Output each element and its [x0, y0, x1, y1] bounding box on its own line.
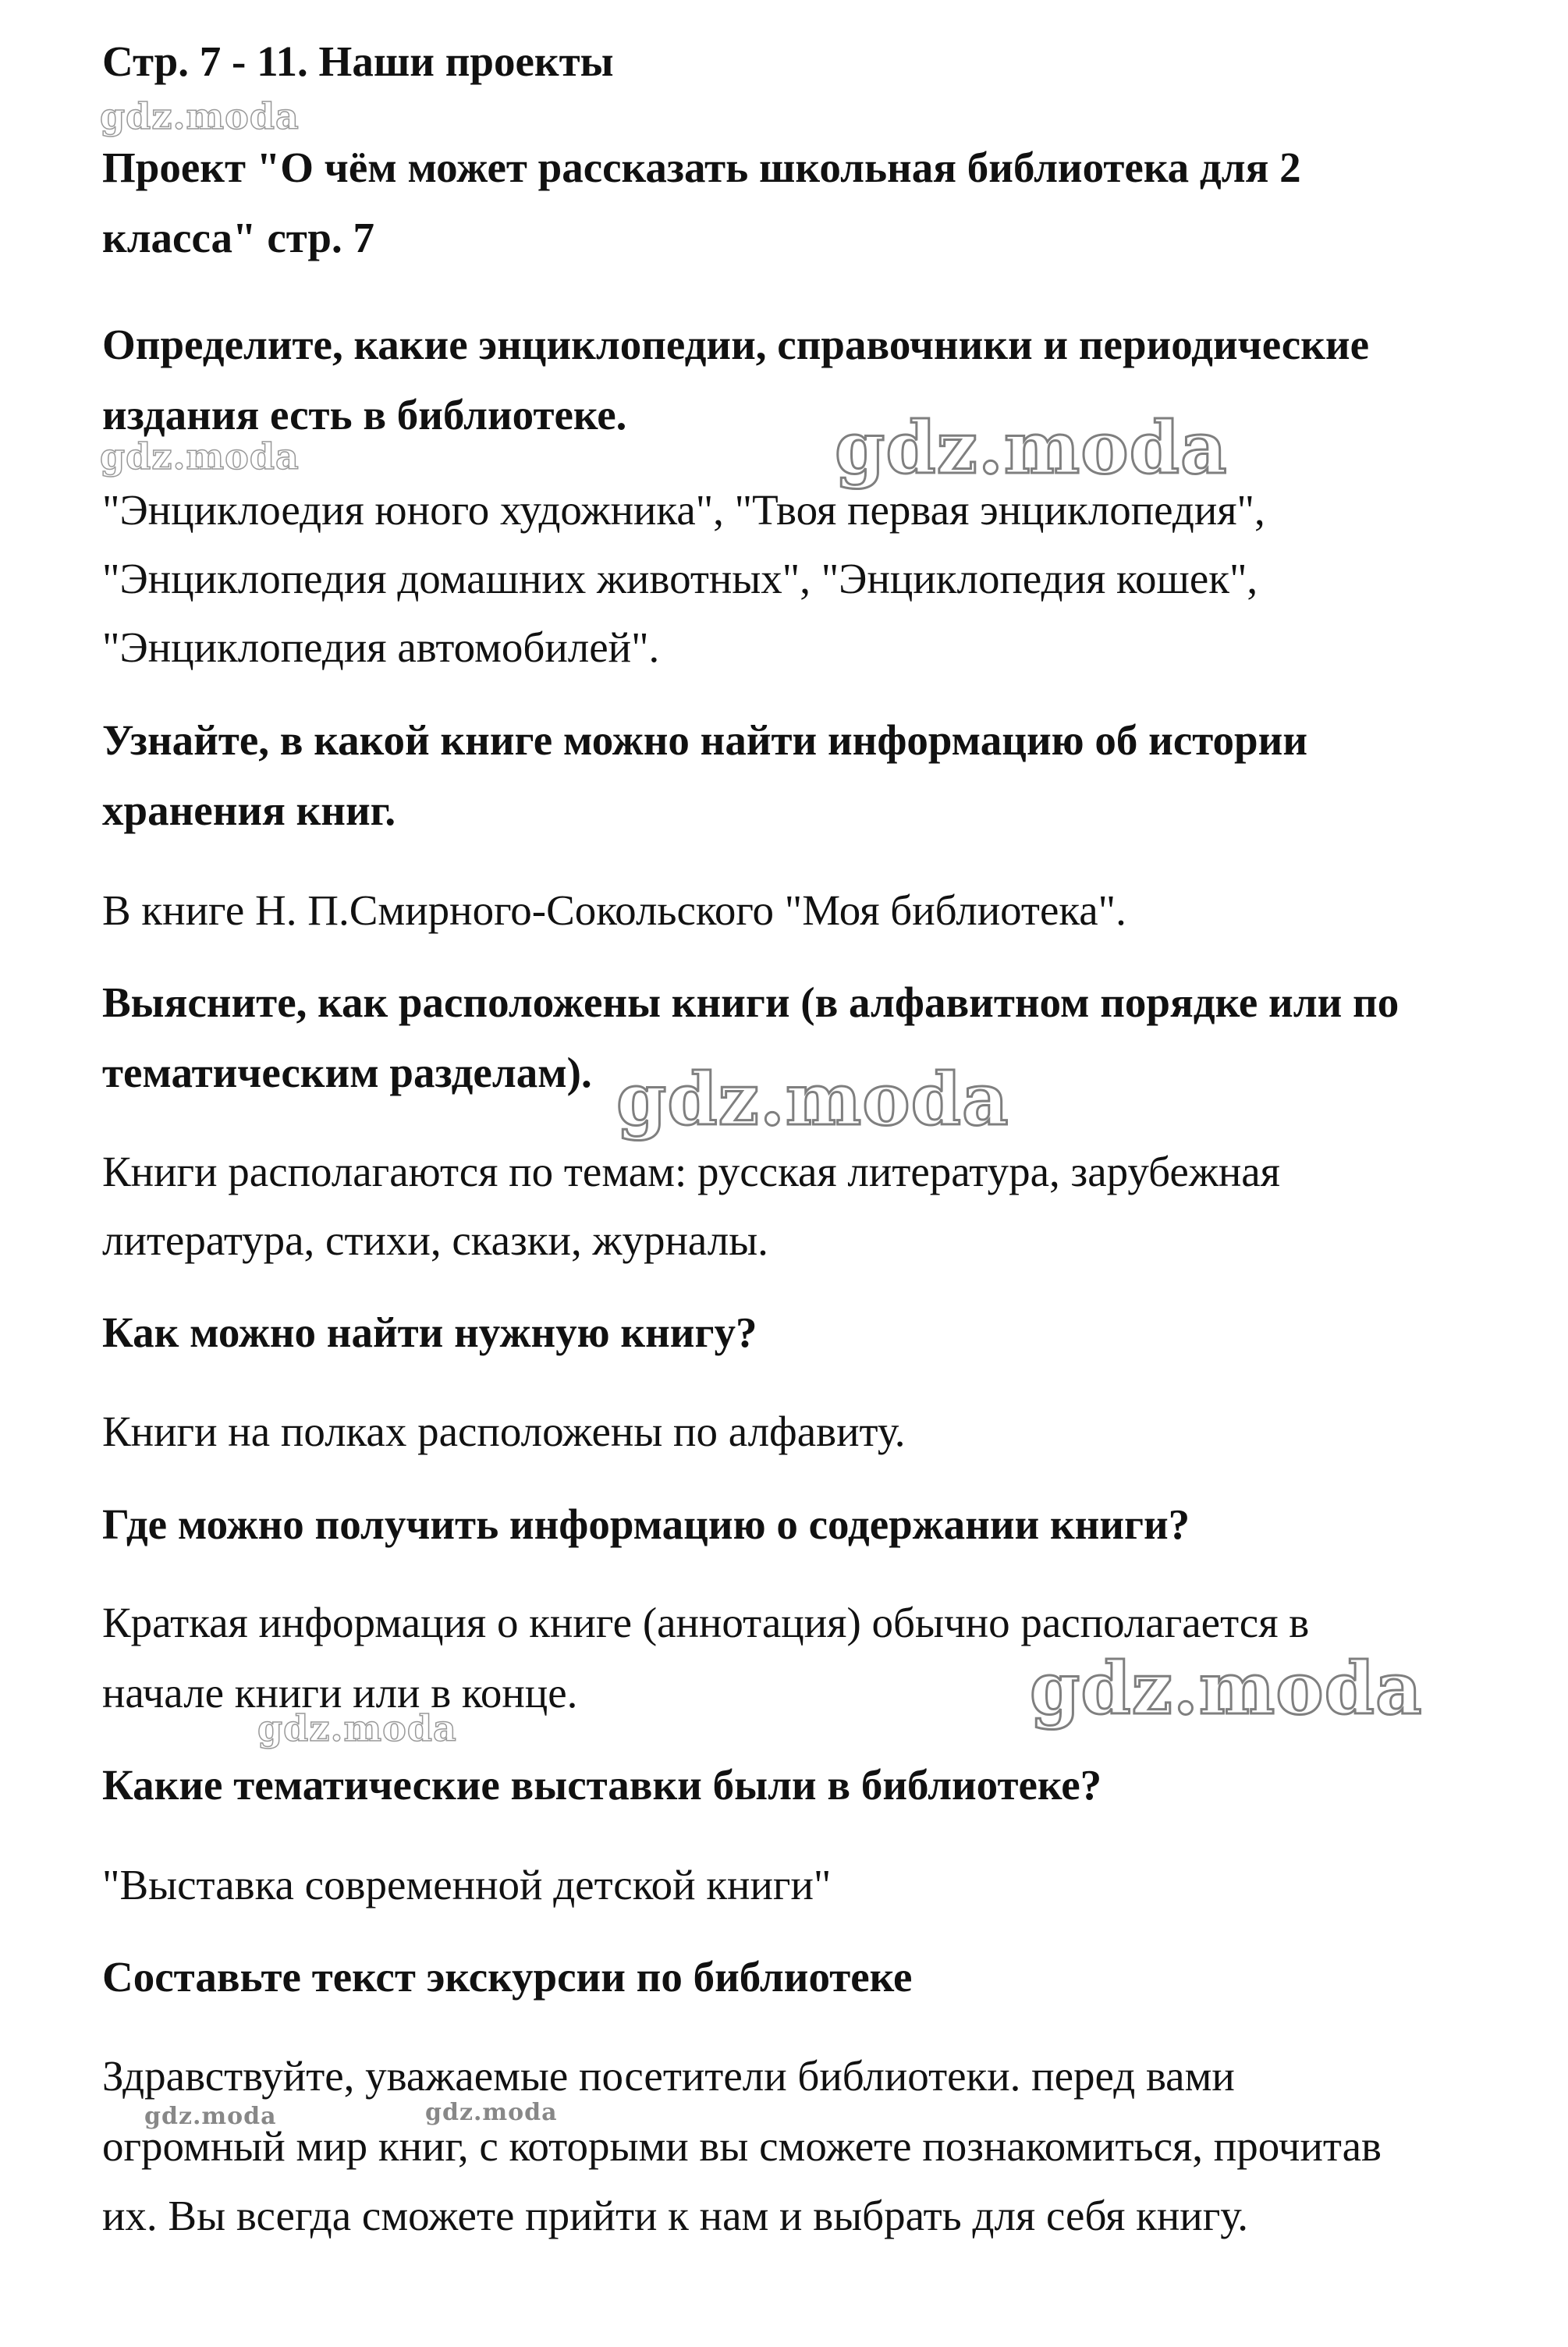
question-6: Какие тематические выставки были в библиотеке?	[102, 1761, 1102, 1809]
answer-3-line-2: литература, стихи, сказки, журналы.	[102, 1216, 768, 1264]
page-title: Стр. 7 - 11. Наши проекты	[102, 37, 614, 85]
watermark-logo: gdz.moda	[257, 1707, 457, 1749]
watermark-logo: gdz.moda	[425, 2099, 558, 2126]
watermark-logo: gdz.moda	[100, 435, 300, 478]
question-3-line-1: Выясните, как расположены книги (в алфавитном порядке или по	[102, 978, 1399, 1026]
answer-7-line-3: их. Вы всегда сможете прийти к нам и выбрать для себя книгу.	[102, 2192, 1249, 2239]
answer-1-line-1: "Энциклоедия юного художника", "Твоя первая энциклопедия",	[102, 486, 1265, 534]
answer-4: Книги на полках расположены по алфавиту.	[102, 1408, 906, 1455]
question-1-line-1: Определите, какие энциклопедии, справочники и периодические	[102, 321, 1369, 368]
project-title-line-2: класса" стр. 7	[102, 214, 375, 261]
question-2-line-2: хранения книг.	[102, 786, 396, 834]
answer-2-line-1: В книге Н. П.Смирного-Сокольского "Моя библиотека".	[102, 886, 1126, 934]
project-title-line-1: Проект "О чём может рассказать школьная библиотека для 2	[102, 144, 1301, 191]
question-3-line-2: тематическим разделам).	[102, 1049, 592, 1096]
answer-5-line-1: Краткая информация о книге (аннотация) обычно располагается в	[102, 1599, 1310, 1646]
answer-7-line-2: огромный мир книг, с которыми вы сможете познакомиться, прочитав	[102, 2122, 1382, 2170]
answer-3-line-1: Книги располагаются по темам: русская литература, зарубежная	[102, 1148, 1280, 1195]
question-5: Где можно получить информацию о содержании книги?	[102, 1500, 1190, 1548]
watermark-logo: gdz.moda	[1030, 1646, 1423, 1731]
watermark-logo: gdz.moda	[100, 95, 300, 137]
watermark-logo: gdz.moda	[835, 406, 1228, 490]
question-2-line-1: Узнайте, в какой книге можно найти информацию об истории	[102, 716, 1308, 764]
answer-5-line-2: начале книги или в конце.	[102, 1669, 578, 1717]
watermark-logo: gdz.moda	[144, 2103, 277, 2130]
answer-1-line-2: "Энциклопедия домашних животных", "Энциклопедия кошек",	[102, 555, 1258, 602]
question-7: Составьте текст экскурсии по библиотеке	[102, 1953, 913, 2001]
answer-6: "Выставка современной детской книги"	[102, 1861, 832, 1908]
watermark-logo: gdz.moda	[616, 1057, 1009, 1142]
answer-7-line-1: Здравствуйте, уважаемые посетители библиотеки. перед вами	[102, 2052, 1235, 2100]
answer-1-line-3: "Энциклопедия автомобилей".	[102, 623, 660, 671]
question-1-line-2: издания есть в библиотеке.	[102, 391, 627, 439]
question-4: Как можно найти нужную книгу?	[102, 1308, 757, 1356]
